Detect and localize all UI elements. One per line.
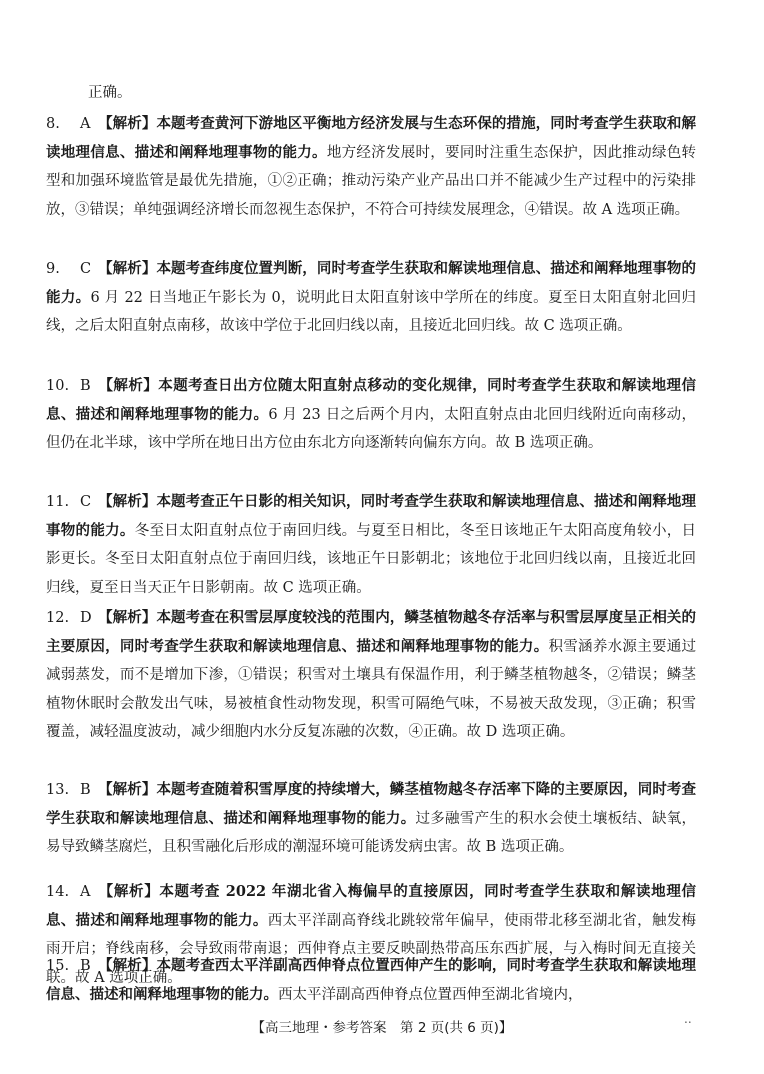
question-number: 10. <box>46 378 70 394</box>
question-13 <box>46 776 696 862</box>
question-12 <box>46 604 696 747</box>
question-body: 西太平洋副高脊线北跳较常年偏早，使雨带北移至湖北省，触发梅雨开启；脊线南移，会导致雨带南退；西伸脊点主要反映副热带高压东西扩展，与入梅时间无直接关联。故 A 选项正确。 <box>46 912 696 986</box>
question-body: 积雪涵养水源主要通过减弱蒸发，而不是增加下渗，①错误；积雪对土壤具有保温作用，利于鳞茎植物越冬，②错误；鳞茎植物休眠时会散发出气味，易被植食性动物发现，积雪可隔绝气味，不易被天敌发现，③正确；积雪覆盖，减轻温度波动，减少细胞内水分反复冻融的次数，④正确。故 D 选项正确。 <box>46 638 697 740</box>
question-lead: 本题考查 2022 年湖北省入梅偏早的直接原因，同时考查学生获取和解读地理信息、描述和阐释地理事物的能力。 <box>46 883 697 929</box>
question-15 <box>46 952 696 1009</box>
page-footer: 【高三地理・参考答案 第 2 页(共 6 页)】 <box>251 1020 513 1036</box>
answer-letter: A <box>80 884 91 900</box>
question-8 <box>46 110 696 224</box>
question-body: 西太平洋副高西伸脊点位置西伸至湖北省境内， <box>278 986 583 1003</box>
question-lead: 本题考查随着积雪厚度的持续增大，鳞茎植物越冬存活率下降的主要原因，同时考查学生获取和解读地理信息、描述和阐释地理事物的能力。 <box>46 781 697 827</box>
question-lead: 本题考查黄河下游地区平衡地方经济发展与生态环保的措施，同时考查学生获取和解读地理信息、描述和阐释地理事物的能力。 <box>46 115 697 161</box>
answer-letter: C <box>80 261 92 277</box>
continuation-text: 正确。 <box>88 85 132 101</box>
analysis-tag: 【解析】 <box>98 493 157 510</box>
corner-mark: .. <box>684 1012 692 1026</box>
question-number: 15. <box>46 958 70 974</box>
analysis-tag: 【解析】 <box>98 883 160 900</box>
question-number: 9. <box>46 261 60 277</box>
question-body: 地方经济发展时，要同时注重生态保护，因此推动绿色转型和加强环境监管是最优先措施，①②正确；推动污染产业产品出口并不能减少生产过程中的污染排放，③错误；单纯强调经济增长而忽视生态保护，不符合可持续发展理念，④错误。故 A 选项正确。 <box>46 144 697 218</box>
analysis-tag: 【解析】 <box>98 115 157 132</box>
question-number: 11. <box>46 494 70 510</box>
question-body: 冬至日太阳直射点位于南回归线。与夏至日相比，冬至日该地正午太阳高度角较小，日影更长。冬至日太阳直射点位于南回归线，该地正午日影朝北；该地位于北回归线以南，且接近北回归线，夏至日当天正午日影朝南。故 C 选项正确。 <box>46 522 697 596</box>
question-body: 6 月 22 日当地正午影长为 0，说明此日太阳直射该中学所在的纬度。夏至日太阳直射北回归线，之后太阳直射点南移，故该中学位于北回归线以南，且接近北回归线。故 C 选项正确。 <box>46 289 696 334</box>
analysis-tag: 【解析】 <box>98 957 157 974</box>
question-10 <box>46 372 696 458</box>
answer-letter: B <box>80 378 91 394</box>
question-lead: 本题考查纬度位置判断，同时考查学生获取和解读地理信息、描述和阐释地理事物的能力。 <box>46 260 697 306</box>
analysis-tag: 【解析】 <box>98 260 157 277</box>
answer-letter: B <box>80 782 91 798</box>
question-9 <box>46 255 696 341</box>
question-number: 14. <box>46 884 70 900</box>
question-body: 6 月 23 日之后两个月内，太阳直射点由北回归线附近向南移动，但仍在北半球，该中学所在地日出方位由东北方向逐渐转向偏东方向。故 B 选项正确。 <box>46 406 696 451</box>
question-number: 12. <box>46 610 70 626</box>
question-lead: 本题考查在积雪层厚度较浅的范围内，鳞茎植物越冬存活率与积雪层厚度呈正相关的主要原因，同时考查学生获取和解读地理信息、描述和阐释地理事物的能力。 <box>46 609 697 655</box>
answer-letter: A <box>80 116 91 132</box>
answer-letter: B <box>80 958 91 974</box>
analysis-tag: 【解析】 <box>98 377 159 394</box>
answer-letter: D <box>80 610 92 626</box>
question-11 <box>46 488 696 602</box>
answer-letter: C <box>80 494 92 510</box>
question-lead: 本题考查西太平洋副高西伸脊点位置西伸产生的影响，同时考查学生获取和解读地理信息、描述和阐释地理事物的能力。 <box>46 957 697 1003</box>
question-number: 8. <box>46 116 60 132</box>
question-lead: 本题考查正午日影的相关知识，同时考查学生获取和解读地理信息、描述和阐释地理事物的能力。 <box>46 493 697 539</box>
question-number: 13. <box>46 782 70 798</box>
analysis-tag: 【解析】 <box>98 781 157 798</box>
question-body: 过多融雪产生的积水会使土壤板结、缺氧，易导致鳞茎腐烂，且积雪融化后形成的潮湿环境可能诱发病虫害。故 B 选项正确。 <box>46 810 697 855</box>
question-lead: 本题考查日出方位随太阳直射点移动的变化规律，同时考查学生获取和解读地理信息、描述和阐释地理事物的能力。 <box>46 377 696 423</box>
analysis-tag: 【解析】 <box>98 609 157 626</box>
